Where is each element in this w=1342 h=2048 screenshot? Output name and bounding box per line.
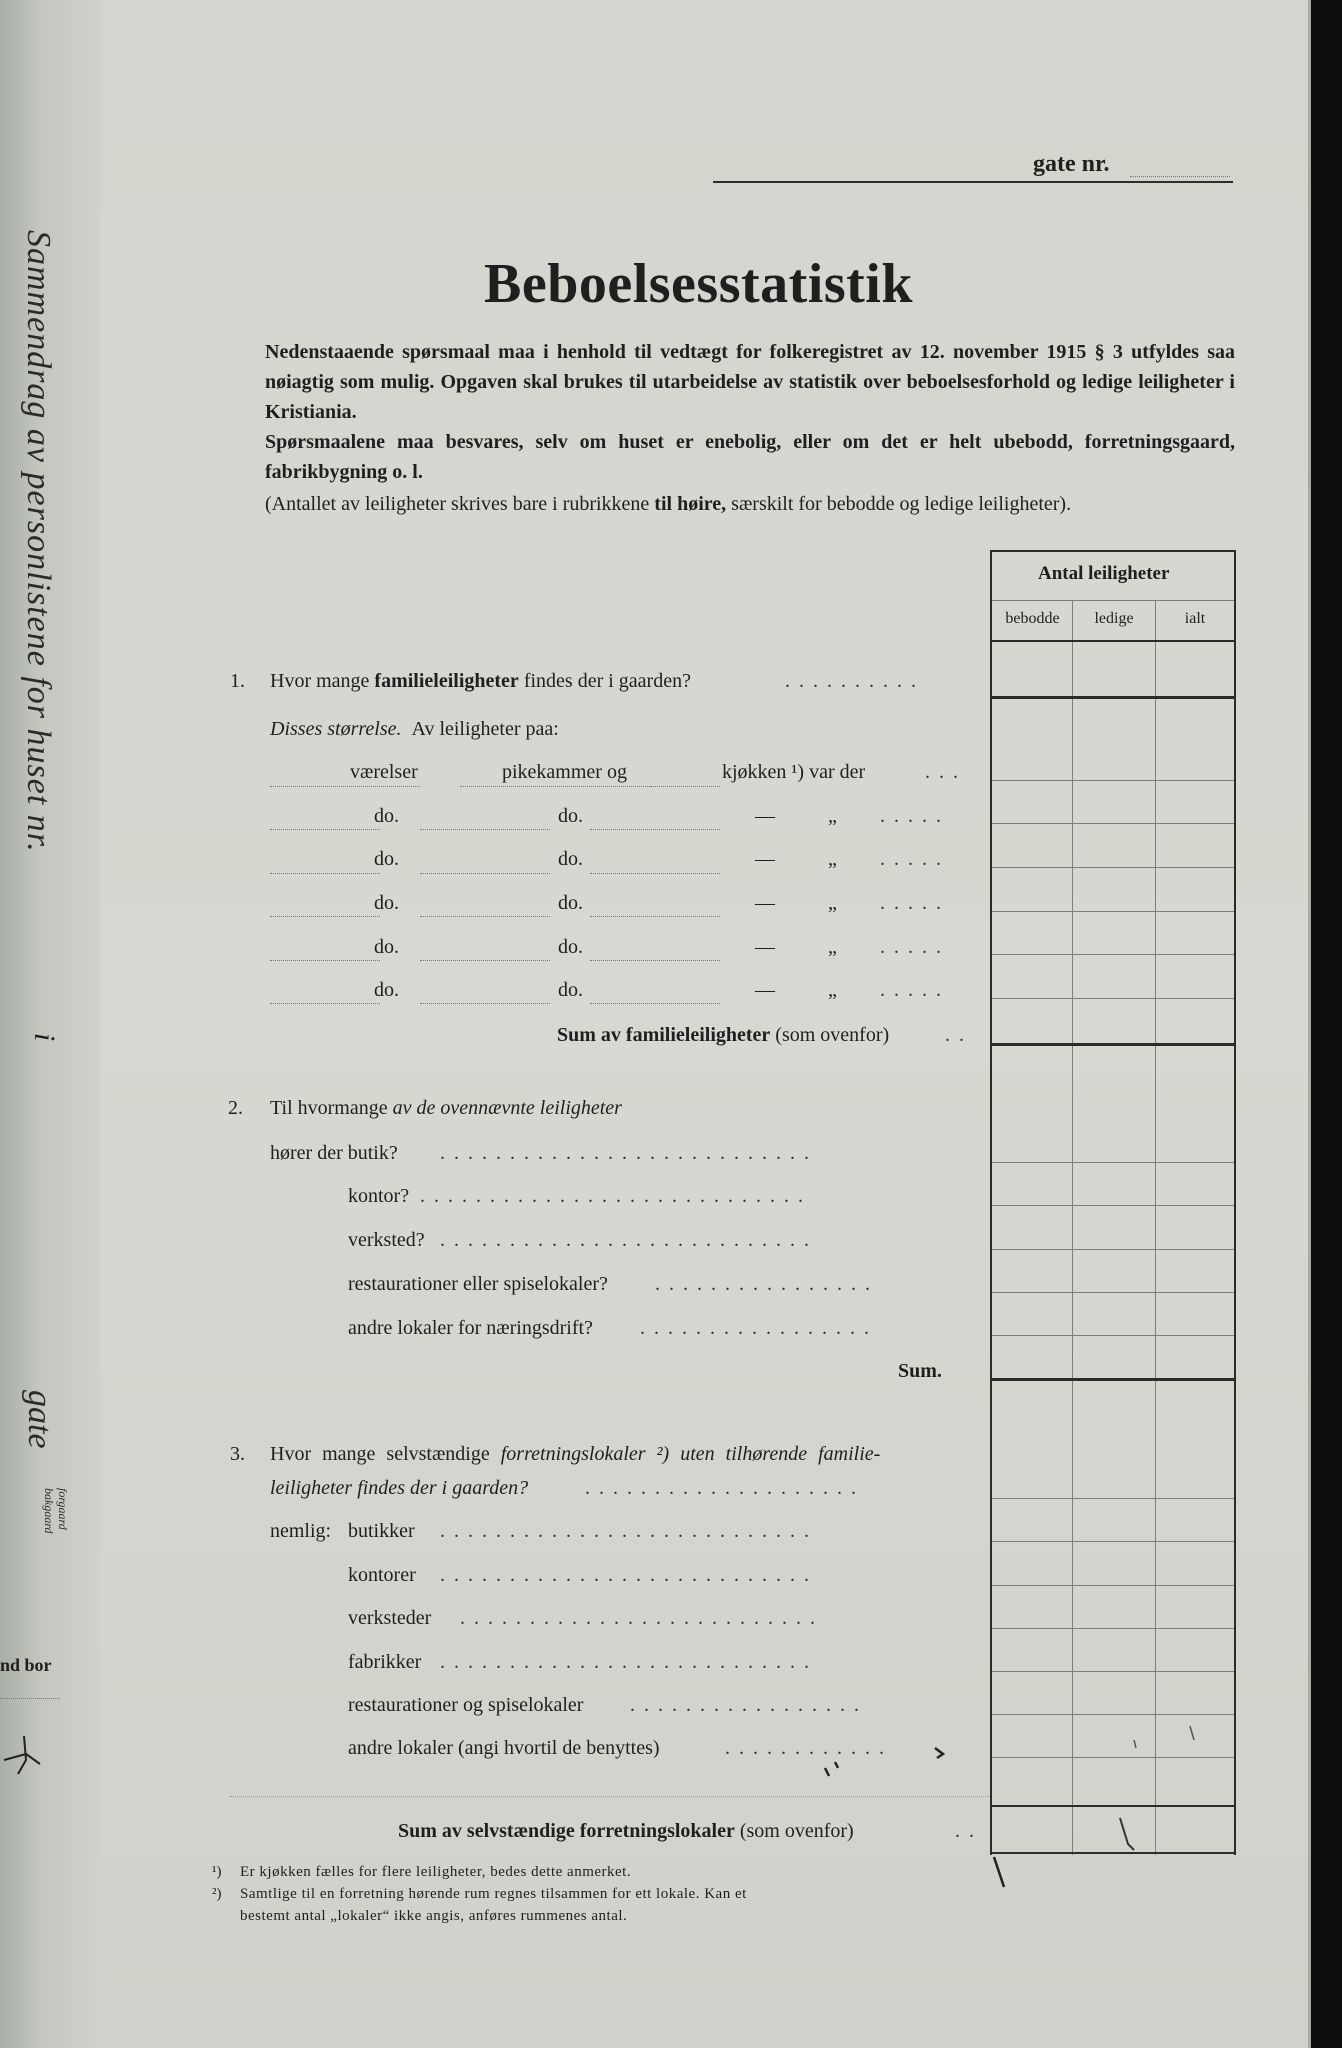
intro-p1-text: Nedenstaaende spørsmaal maa i henhold til vedtægt for folkeregistret av 12. november 1915 § 3 utfyldes saa nøiagtig som mulig. Opgaven skal brukes til utarbeidelse av statistik over beboelsesforhold og ledige leiligheter i Kristiania. [265,341,1235,423]
do-row2-b: do. [558,848,583,870]
dash-row3: — [755,892,775,914]
q2-item-kontor: kontor? [348,1185,410,1207]
street-label: gate nr. [1033,151,1110,177]
handwritten-check-icon [1110,1810,1160,1860]
ditto-row4: „ [828,936,837,958]
do-row3-b: do. [558,892,583,914]
intro-p3-bold: til høire, [654,493,727,515]
do-row5-b: do. [558,979,583,1001]
q3-sum [398,1820,854,1843]
ditto-row3: „ [828,892,837,914]
size-row-kjokken: kjøkken ¹) var der [722,761,866,783]
intro-p3 [265,489,1235,519]
side-flap-rule [0,1698,60,1699]
q1-sum [557,1024,889,1047]
dash-row1: — [755,805,775,827]
side-flap-mark: i [28,1032,62,1042]
do-row3-a: do. [374,892,399,914]
dash-row2: — [755,848,775,870]
q3-item-verksteder: verksteder [348,1607,432,1629]
col-ialt: ialt [1184,610,1206,627]
footnote-2-text: Samtlige til en forretning hørende rum regnes tilsammen for ett lokale. Kan et [240,1886,747,1902]
q1-sub-rest: Av leiligheter paa: [411,718,559,740]
intro-paragraph-2 [265,427,1235,487]
side-flap-bakgaard: bakgaard [42,1488,56,1534]
q1-sub [270,718,559,741]
do-row2-a: do. [374,848,399,870]
side-flap-gate-label: gate [21,1390,58,1449]
ditto-row2: „ [828,848,837,870]
size-row-pikekammer: pikekammer og [502,761,627,783]
q1-text-bold: familieleiligheter [374,670,519,692]
q3-item-kontorer: kontorer [348,1564,416,1586]
q3-number: 3. [230,1443,245,1465]
q1-text-post: findes der i gaarden? [518,670,691,692]
q2-item-restaurationer: restaurationer eller spiselokaler? [348,1273,608,1295]
q3-sum-bold: Sum av selvstændige forretningslokaler [398,1820,735,1842]
q3-line1-pre: Hvor mange selvstændige [270,1443,501,1465]
q1-number: 1. [230,670,245,692]
side-flap-forgaard: forgaard [56,1488,70,1530]
ditto-row1: „ [828,805,837,827]
street-underline [713,181,1233,183]
footnote-3-text: bestemt antal „lokaler“ ikke angis, anføres rummenes antal. [240,1908,628,1924]
q2-sum: Sum. [898,1360,942,1382]
q3-item-andre: andre lokaler (angi hvortil de benyttes) [348,1737,660,1759]
q3-nemlig: nemlig: [270,1520,332,1542]
footnote-1-text: Er kjøkken fælles for flere leiligheter, bedes dette anmerket. [240,1864,632,1880]
q2-text-plain: Til hvormange [270,1097,388,1119]
footnote-2-mark: ²) [212,1886,222,1902]
q2-item-andre: andre lokaler for næringsdrift? [348,1317,593,1339]
side-flap [0,0,102,2048]
side-flap-bottom-text: nd bor [0,1655,52,1675]
q2-number: 2. [228,1097,243,1119]
ditto-row5: „ [828,979,837,1001]
q3-item-restaurationer: restaurationer og spiselokaler [348,1694,584,1716]
col-bebodde: bebodde [1005,610,1060,627]
q1-sum-rest: (som ovenfor) [775,1024,890,1046]
intro-p3-pre: (Antallet av leiligheter skrives bare i rubrikkene [265,493,655,515]
do-row1-b: do. [558,805,583,827]
handwritten-scribble-icon [815,1740,955,1780]
dash-row4: — [755,936,775,958]
do-row4-b: do. [558,936,583,958]
dash-row5: — [755,979,775,1001]
street-dotted [1130,176,1230,177]
q3-line1 [270,1443,880,1466]
page-title: Beboelsesstatistik [484,253,913,315]
intro-paragraph-3 [265,489,1235,519]
intro-paragraph-1 [265,337,1235,427]
q1-sum-bold: Sum av familieleiligheter [557,1024,771,1046]
handwritten-stroke-icon [988,1855,1018,1895]
intro-p2-text: Spørsmaalene maa besvares, selv om huset er enebolig, eller om det er helt ubebodd, forretningsgaard, fabrikbygning o. l. [265,431,1235,483]
q2-text-italic: av de ovennævnte leiligheter [392,1097,622,1119]
footnote-1-mark: ¹) [212,1864,222,1880]
q3-item-butikker: butikker [348,1520,415,1542]
q3-line2: leiligheter findes der i gaarden? [270,1477,529,1499]
table-title: Antal leiligheter [1038,563,1170,584]
q2-item-butik: hører der butik? [270,1142,398,1164]
q1-text [270,670,691,693]
handwritten-ticks-icon [1120,1720,1200,1770]
q2-item-verksted: verksted? [348,1229,425,1251]
q2-text [270,1097,622,1120]
do-row1-a: do. [374,805,399,827]
intro-p3-post: særskilt for bebodde og ledige leiligheter). [726,493,1072,515]
q3-sum-rest: (som ovenfor) [739,1820,854,1842]
q1-text-pre: Hvor mange [270,670,375,692]
pen-mark-icon [0,1730,60,1780]
do-row4-a: do. [374,936,399,958]
side-flap-title: Sammendrag av personlistene for huset nr. [20,230,57,853]
q3-separator [230,1796,990,1797]
q1-sub-italic: Disses størrelse. [270,718,402,740]
size-row-vaerelser: værelser [350,761,418,783]
do-row5-a: do. [374,979,399,1001]
q3-item-fabrikker: fabrikker [348,1651,422,1673]
q3-line1-italic: forretningslokaler ²) uten tilhørende familie- [500,1443,881,1465]
col-ledige: ledige [1094,610,1134,627]
